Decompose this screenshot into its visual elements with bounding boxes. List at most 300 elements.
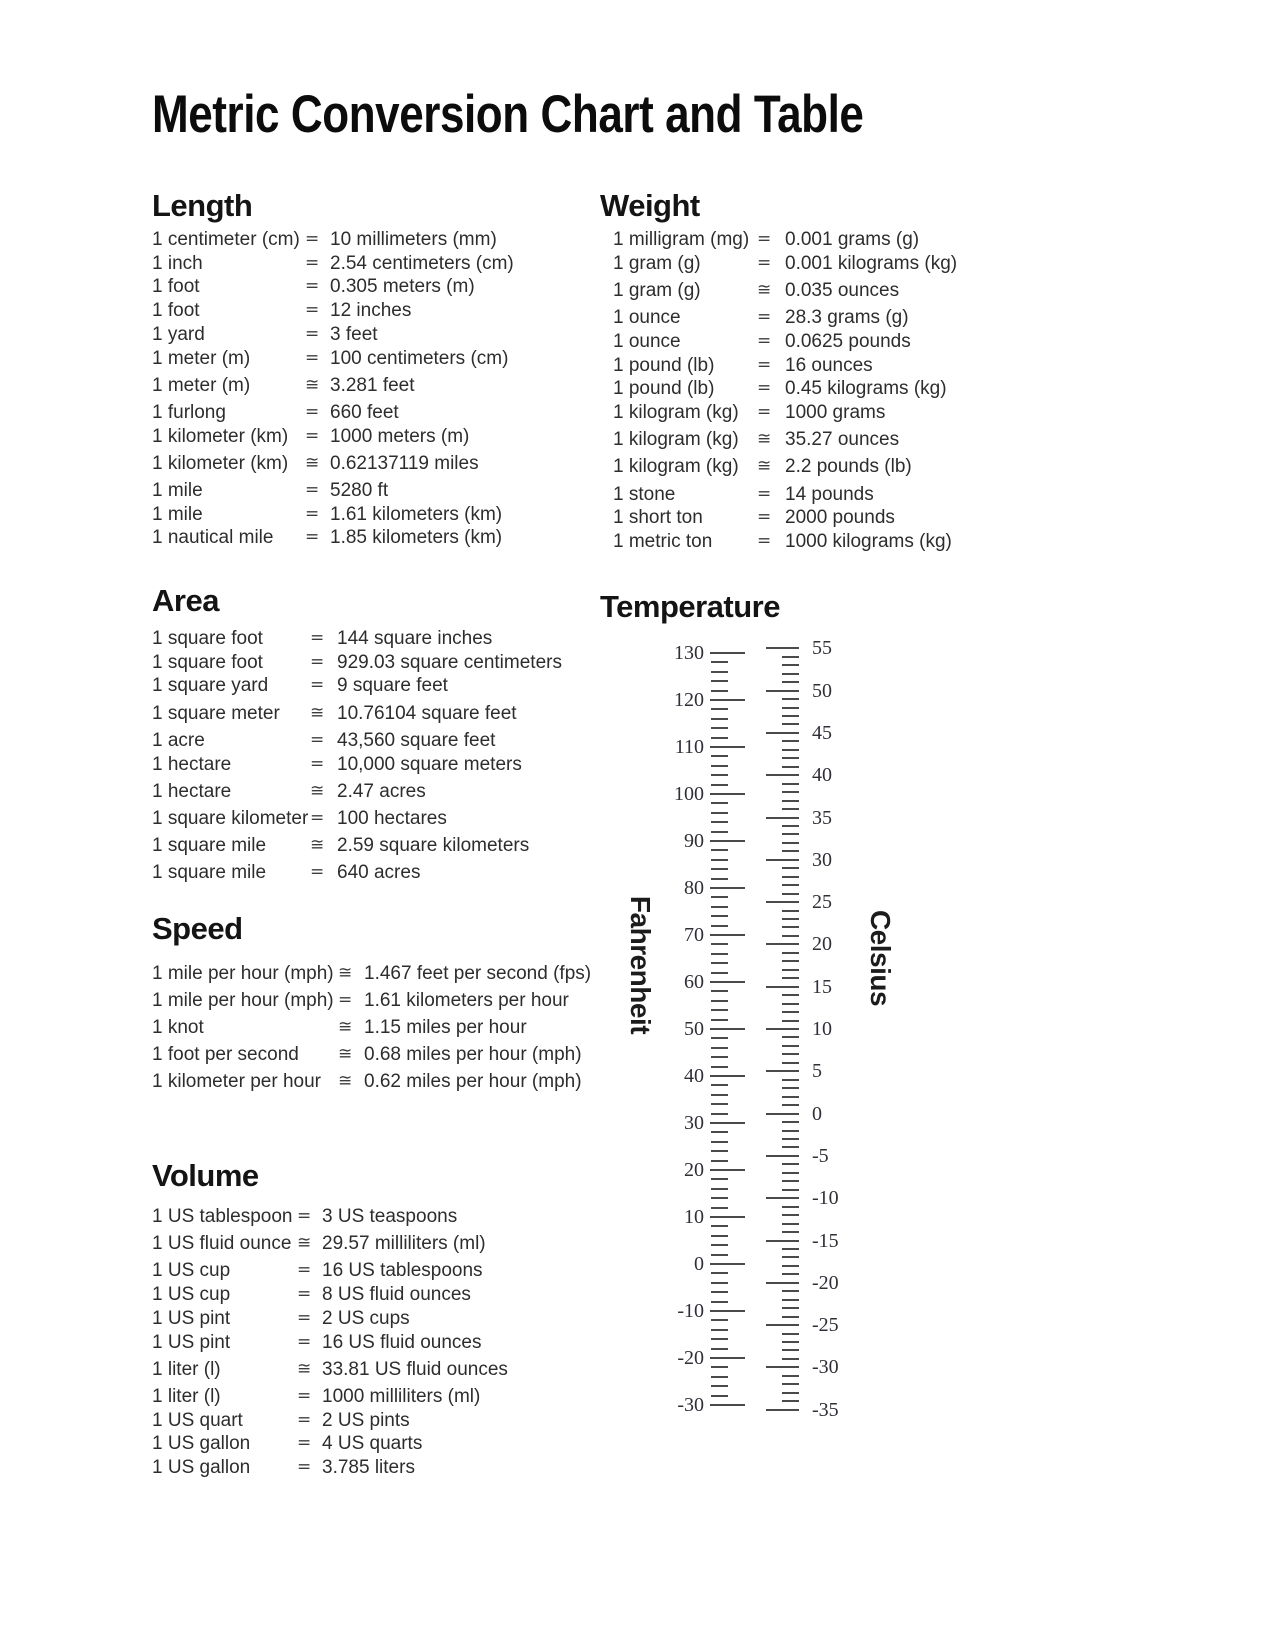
tick-mark (711, 1000, 728, 1002)
conversion-row (152, 323, 514, 347)
row-value: 2000 pounds (785, 507, 895, 529)
tick-mark (711, 953, 728, 955)
row-operator: = (757, 483, 772, 504)
tick-mark (782, 1003, 799, 1005)
conversion-row (152, 452, 514, 476)
row-unit: 1 mile per hour (mph) (152, 962, 334, 984)
row-value: 8 US fluid ounces (322, 1284, 471, 1306)
row-operator: ≅ (757, 429, 772, 450)
section-heading-weight: Weight (600, 188, 700, 223)
fahrenheit-tick-label: 110 (674, 736, 704, 758)
tick-mark (711, 1282, 728, 1284)
conversion-row (152, 962, 591, 986)
tick-mark (782, 766, 799, 768)
row-value: 640 acres (337, 862, 421, 884)
area-conversion-list (152, 627, 562, 885)
row-unit: 1 US tablespoon (152, 1206, 293, 1227)
tick-mark (710, 840, 745, 842)
row-operator: ≅ (338, 1016, 353, 1037)
row-operator: ≅ (757, 279, 772, 300)
page-title: Metric Conversion Chart and Table (152, 85, 864, 144)
tick-mark (782, 893, 799, 895)
tick-mark (711, 1141, 728, 1143)
row-unit: 1 meter (m) (152, 347, 251, 369)
conversion-row (152, 347, 514, 371)
conversion-row (613, 401, 957, 425)
tick-mark (782, 1036, 799, 1038)
row-unit: 1 metric ton (613, 530, 713, 552)
tick-mark (782, 1045, 799, 1047)
tick-mark (782, 1231, 799, 1233)
celsius-tick-label: -35 (812, 1398, 839, 1421)
tick-mark (782, 935, 799, 937)
row-value: 43,560 square feet (337, 729, 496, 751)
row-operator: = (310, 862, 325, 883)
conversion-row (152, 1259, 508, 1283)
row-operator: = (297, 1307, 312, 1328)
row-value: 3.785 liters (322, 1457, 415, 1479)
tick-mark (711, 906, 728, 908)
row-value: 10.76104 square feet (337, 702, 517, 724)
row-operator: = (310, 807, 325, 828)
row-unit: 1 inch (152, 252, 203, 274)
section-heading-temperature: Temperature (600, 589, 780, 624)
tick-mark (711, 1235, 728, 1237)
row-value: 35.27 ounces (785, 429, 900, 451)
tick-mark (782, 850, 799, 852)
conversion-row (613, 354, 957, 378)
tick-mark (782, 656, 799, 658)
row-unit: 1 gram (g) (613, 279, 701, 301)
tick-mark (711, 831, 728, 833)
row-operator: = (757, 354, 772, 375)
tick-mark (766, 1324, 799, 1326)
tick-mark (711, 859, 728, 861)
tick-mark (711, 1395, 728, 1397)
row-unit: 1 liter (l) (152, 1358, 221, 1380)
row-operator: = (305, 527, 320, 548)
row-operator: = (757, 252, 772, 273)
conversion-row (613, 228, 957, 252)
row-operator: ≅ (338, 962, 353, 983)
conversion-row (152, 834, 562, 858)
tick-mark (711, 737, 728, 739)
row-value: 929.03 square centimeters (337, 651, 562, 673)
row-value: 0.62 miles per hour (mph) (364, 1071, 582, 1093)
row-operator: = (310, 651, 325, 672)
fahrenheit-tick-label: 40 (684, 1065, 704, 1087)
fahrenheit-tick-label: 60 (684, 971, 704, 993)
fahrenheit-tick-label: 20 (684, 1159, 704, 1181)
tick-mark (711, 1319, 728, 1321)
tick-mark (711, 784, 728, 786)
tick-mark (711, 1131, 728, 1133)
row-operator: = (305, 347, 320, 368)
tick-mark (782, 1299, 799, 1301)
row-operator: = (297, 1433, 312, 1454)
conversion-row (152, 1307, 508, 1331)
row-unit: 1 foot (152, 276, 200, 298)
row-unit: 1 square kilometer (152, 807, 309, 829)
row-unit: 1 knot (152, 1016, 204, 1038)
row-value: 1.61 kilometers (km) (330, 503, 503, 525)
conversion-row (152, 299, 514, 323)
tick-mark (711, 1197, 728, 1199)
celsius-tick-label: 0 (812, 1102, 822, 1125)
row-unit: 1 US gallon (152, 1457, 251, 1479)
conversion-row (152, 807, 562, 831)
tick-mark (782, 749, 799, 751)
tick-mark (782, 1333, 799, 1335)
row-value: 16 US tablespoons (322, 1260, 483, 1282)
conversion-row (152, 861, 562, 885)
conversion-row (152, 526, 514, 550)
tick-mark (782, 918, 799, 920)
row-unit: 1 ounce (613, 307, 681, 329)
row-operator: = (297, 1457, 312, 1478)
tick-mark (782, 1214, 799, 1216)
conversion-row (152, 228, 514, 252)
row-operator: = (305, 276, 320, 297)
tick-mark (782, 1375, 799, 1377)
tick-mark (766, 1282, 799, 1284)
conversion-row (152, 1358, 508, 1382)
tick-mark (711, 1160, 728, 1162)
tick-mark (711, 1084, 728, 1086)
row-value: 0.68 miles per hour (mph) (364, 1044, 582, 1066)
conversion-row (152, 1283, 508, 1307)
conversion-row (152, 1043, 591, 1067)
conversion-row (152, 479, 514, 503)
section-heading-length: Length (152, 188, 253, 223)
row-value: 2.59 square kilometers (337, 835, 530, 857)
tick-mark (782, 1358, 799, 1360)
row-operator: = (305, 425, 320, 446)
section-heading-volume: Volume (152, 1158, 259, 1193)
tick-mark (766, 1366, 799, 1368)
conversion-row (152, 1385, 508, 1409)
tick-mark (766, 1070, 799, 1072)
tick-mark (782, 1349, 799, 1351)
row-unit: 1 US quart (152, 1409, 243, 1431)
conversion-row (613, 483, 957, 507)
row-value: 1000 grams (785, 401, 886, 423)
tick-mark (766, 690, 799, 692)
row-operator: = (305, 300, 320, 321)
row-unit: 1 US fluid ounce (152, 1233, 292, 1255)
tick-mark (711, 1225, 728, 1227)
tick-mark (766, 1028, 799, 1030)
fahrenheit-tick-label: 130 (674, 642, 704, 664)
row-value: 10,000 square meters (337, 753, 522, 775)
tick-mark (711, 821, 728, 823)
tick-mark (782, 952, 799, 954)
row-unit: 1 ounce (613, 330, 681, 352)
conversion-row (152, 1070, 591, 1094)
row-value: 1000 kilograms (kg) (785, 530, 952, 552)
tick-mark (711, 718, 728, 720)
tick-mark (711, 1272, 728, 1274)
tick-mark (782, 842, 799, 844)
conversion-row (613, 377, 957, 401)
row-unit: 1 US pint (152, 1331, 231, 1353)
tick-mark (782, 808, 799, 810)
row-operator: = (310, 753, 325, 774)
row-value: 100 hectares (337, 807, 447, 829)
tick-mark (711, 1329, 728, 1331)
row-unit: 1 square foot (152, 651, 263, 673)
tick-mark (782, 1163, 799, 1165)
row-value: 100 centimeters (cm) (330, 347, 509, 369)
conversion-row (152, 1456, 508, 1480)
tick-mark (782, 757, 799, 759)
row-value: 0.45 kilograms (kg) (785, 378, 947, 400)
row-value: 16 US fluid ounces (322, 1331, 482, 1353)
tick-mark (711, 1178, 728, 1180)
tick-mark (782, 1104, 799, 1106)
tick-mark (782, 1020, 799, 1022)
row-operator: ≅ (338, 1071, 353, 1092)
row-operator: = (757, 507, 772, 528)
row-unit: 1 kilogram (kg) (613, 401, 739, 423)
row-operator: = (338, 989, 353, 1010)
row-value: 660 feet (330, 401, 399, 423)
tick-mark (782, 1180, 799, 1182)
tick-mark (711, 896, 728, 898)
row-unit: 1 liter (l) (152, 1385, 221, 1407)
row-operator: = (310, 628, 325, 648)
conversion-row (613, 530, 957, 554)
tick-mark (710, 1216, 745, 1218)
tick-mark (711, 1047, 728, 1049)
tick-mark (782, 791, 799, 793)
row-unit: 1 acre (152, 729, 205, 751)
tick-mark (766, 1240, 799, 1242)
celsius-tick-label: -5 (812, 1144, 829, 1167)
row-operator: ≅ (310, 702, 325, 723)
tick-mark (711, 1094, 728, 1096)
conversion-row (152, 1232, 508, 1256)
row-value: 0.035 ounces (785, 279, 900, 301)
conversion-row (613, 506, 957, 530)
row-value: 144 square inches (337, 628, 493, 649)
tick-mark (710, 1357, 745, 1359)
row-operator: = (305, 252, 320, 273)
tick-mark (782, 833, 799, 835)
tick-mark (766, 732, 799, 734)
conversion-row (152, 989, 591, 1013)
row-value: 1.15 miles per hour (364, 1016, 527, 1038)
tick-mark (782, 1096, 799, 1098)
row-value: 2.47 acres (337, 780, 426, 802)
tick-mark (711, 1301, 728, 1303)
row-operator: ≅ (757, 456, 772, 477)
tick-mark (711, 802, 728, 804)
row-unit: 1 square yard (152, 675, 269, 697)
tick-mark (782, 825, 799, 827)
conversion-row (152, 1432, 508, 1456)
celsius-tick-label: 50 (812, 679, 832, 702)
row-value: 2.54 centimeters (cm) (330, 252, 514, 274)
row-operator: = (305, 323, 320, 344)
tick-mark (782, 1383, 799, 1385)
row-operator: = (757, 330, 772, 351)
row-unit: 1 square mile (152, 835, 267, 857)
celsius-tick-label: 15 (812, 975, 832, 998)
row-operator: = (297, 1331, 312, 1352)
row-unit: 1 kilometer per hour (152, 1071, 321, 1093)
conversion-row (613, 252, 957, 276)
tick-mark (710, 652, 745, 654)
tick-mark (782, 698, 799, 700)
conversion-row (613, 279, 957, 303)
tick-mark (782, 1206, 799, 1208)
row-operator: = (757, 401, 772, 422)
fahrenheit-tick-label: 100 (674, 783, 704, 805)
row-value: 2 US cups (322, 1307, 410, 1329)
row-unit: 1 kilometer (km) (152, 425, 289, 447)
row-operator: = (297, 1260, 312, 1281)
tick-mark (711, 1037, 728, 1039)
tick-mark (711, 680, 728, 682)
tick-mark (782, 673, 799, 675)
tick-mark (782, 1248, 799, 1250)
tick-mark (782, 1265, 799, 1267)
row-operator: = (297, 1409, 312, 1430)
tick-mark (782, 867, 799, 869)
row-operator: ≅ (297, 1233, 312, 1254)
row-unit: 1 milligram (mg) (613, 229, 750, 250)
tick-mark (711, 849, 728, 851)
tick-mark (782, 800, 799, 802)
row-unit: 1 pound (lb) (613, 378, 715, 400)
celsius-tick-label: -30 (812, 1356, 839, 1379)
section-heading-area: Area (152, 583, 219, 618)
row-value: 1.467 feet per second (fps) (364, 962, 592, 984)
tick-mark (782, 1392, 799, 1394)
tick-mark (782, 910, 799, 912)
tick-mark (711, 878, 728, 880)
tick-mark (782, 1273, 799, 1275)
tick-mark (782, 1189, 799, 1191)
row-value: 14 pounds (785, 483, 874, 505)
tick-mark (711, 1244, 728, 1246)
tick-mark (782, 1062, 799, 1064)
tick-mark (782, 1053, 799, 1055)
row-value: 0.001 kilograms (kg) (785, 252, 958, 274)
row-operator: ≅ (310, 780, 325, 801)
tick-mark (782, 876, 799, 878)
tick-mark (711, 1385, 728, 1387)
weight-conversion-list (613, 228, 957, 554)
tick-mark (782, 1121, 799, 1123)
conversion-row (152, 1409, 508, 1433)
tick-mark (711, 812, 728, 814)
tick-mark (710, 981, 745, 983)
tick-mark (710, 1075, 745, 1077)
tick-mark (710, 1122, 745, 1124)
conversion-row (152, 374, 514, 398)
tick-mark (711, 1188, 728, 1190)
conversion-row (152, 651, 562, 675)
row-operator: = (757, 229, 772, 249)
row-unit: 1 mile (152, 503, 203, 525)
fahrenheit-tick-label: 0 (694, 1253, 704, 1275)
tick-mark (710, 746, 745, 748)
tick-mark (710, 887, 745, 889)
tick-mark (782, 884, 799, 886)
tick-mark (766, 943, 799, 945)
celsius-tick-label: 25 (812, 891, 832, 914)
row-unit: 1 centimeter (cm) (152, 229, 300, 250)
row-unit: 1 nautical mile (152, 527, 274, 549)
tick-mark (711, 1254, 728, 1256)
row-operator: ≅ (338, 1044, 353, 1065)
tick-mark (711, 1338, 728, 1340)
tick-mark (766, 774, 799, 776)
tick-mark (766, 1113, 799, 1115)
tick-mark (711, 990, 728, 992)
conversion-row (152, 780, 562, 804)
row-value: 12 inches (330, 300, 412, 322)
tick-mark (782, 1256, 799, 1258)
tick-mark (711, 1009, 728, 1011)
row-unit: 1 yard (152, 323, 205, 345)
celsius-tick-label: 30 (812, 848, 832, 871)
tick-mark (711, 1376, 728, 1378)
row-value: 4 US quarts (322, 1433, 423, 1455)
tick-mark (782, 1011, 799, 1013)
tick-mark (782, 1316, 799, 1318)
tick-mark (782, 715, 799, 717)
row-unit: 1 kilogram (kg) (613, 456, 739, 478)
speed-conversion-list (152, 958, 591, 1098)
tick-mark (710, 1169, 745, 1171)
tick-mark (711, 671, 728, 673)
row-unit: 1 foot per second (152, 1044, 299, 1066)
row-unit: 1 hectare (152, 780, 232, 802)
conversion-row (152, 1016, 591, 1040)
tick-mark (782, 969, 799, 971)
tick-mark (782, 1400, 799, 1402)
fahrenheit-tick-label: -30 (677, 1394, 704, 1416)
row-operator: ≅ (305, 374, 320, 395)
row-unit: 1 hectare (152, 753, 232, 775)
tick-mark (782, 994, 799, 996)
tick-mark (711, 1207, 728, 1209)
tick-mark (711, 915, 728, 917)
fahrenheit-tick-label: 50 (684, 1018, 704, 1040)
tick-mark (711, 1291, 728, 1293)
row-value: 0.62137119 miles (330, 452, 479, 474)
row-value: 3.281 feet (330, 374, 415, 396)
tick-mark (766, 901, 799, 903)
tick-mark (711, 1056, 728, 1058)
row-unit: 1 square mile (152, 862, 267, 884)
conversion-row (152, 275, 514, 299)
tick-mark (782, 1172, 799, 1174)
row-unit: 1 stone (613, 483, 676, 505)
celsius-tick-label: -15 (812, 1229, 839, 1252)
tick-mark (766, 1409, 799, 1411)
fahrenheit-tick-label: 30 (684, 1112, 704, 1134)
tick-mark (710, 1263, 745, 1265)
row-value: 0.001 grams (g) (785, 229, 920, 250)
celsius-tick-label: 10 (812, 1018, 832, 1040)
tick-mark (782, 1290, 799, 1292)
row-operator: = (757, 378, 772, 399)
fahrenheit-tick-label: -10 (677, 1300, 704, 1322)
